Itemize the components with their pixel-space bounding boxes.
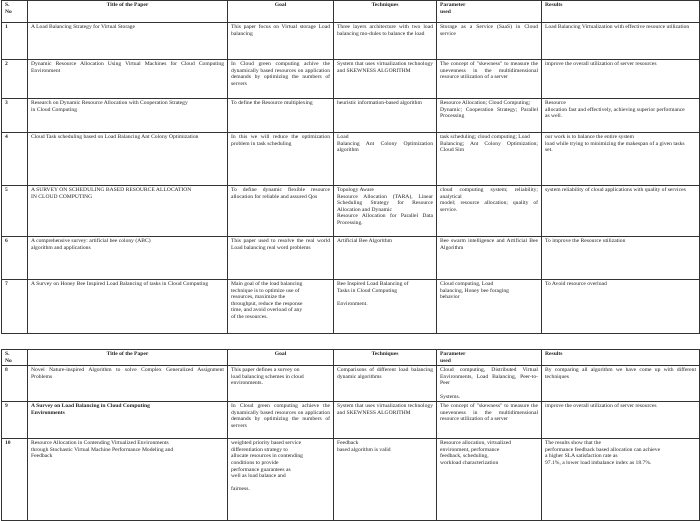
header-title: Title of the Paper	[28, 350, 228, 366]
cell-parameter: Storage as a Service (SaaS) in Cloud service	[437, 23, 542, 60]
cell-sno: 1	[2, 23, 28, 60]
header-parameter: Parameter used	[437, 350, 542, 366]
cell-sno: 10	[2, 439, 28, 521]
cell-title: A SURVEY ON SCHEDULING BASED RESOURCE ALLOCATION IN CLOUD COMPUTING	[28, 186, 228, 237]
cell-goal: To define the Resource multiplexing	[228, 99, 334, 133]
header-goal: Goal	[228, 1, 334, 23]
cell-results: system reliability of cloud applications with quality of services	[542, 186, 700, 237]
cell-sno: 7	[2, 280, 28, 334]
cell-goal: In this we will reduce the optimization problem in task scheduling	[228, 133, 334, 186]
cell-results: To Avoid resource overload	[542, 280, 700, 334]
cell-results: The results show that the performance feedback based allocation can achieve a higher SLA satisfaction rate as 97.1%, a lower load imbalance index as 18.7%.	[542, 439, 700, 521]
cell-results: improve the overall utilization of server resources	[542, 60, 700, 99]
cell-title: Novel Nature-inspired Algorithm to solve Complex Generalized Assignment Problems	[28, 366, 228, 402]
cell-results: Load Balancing Virtualization with effective resource utilization	[542, 23, 700, 60]
cell-title: Research on Dynamic Resource Allocation with Cooperation Strategy in Cloud Computing	[28, 99, 228, 133]
header-techniques: Techniques	[334, 350, 437, 366]
cell-goal: To define dynamic flexible resource allocation for reliable and assured Qos	[228, 186, 334, 237]
cell-parameter: The concept of "skewness" to measure the unevenness in the multidimensional resource utilization of a server	[437, 60, 542, 99]
header-results: Results	[542, 1, 700, 23]
table-row	[2, 186, 700, 237]
header-sno: S. No	[2, 1, 28, 23]
cell-parameter: Resource allocation, virtualized environment, performance feedback, scheduling, workload characterization	[437, 439, 542, 521]
cell-sno: 2	[2, 60, 28, 99]
header-goal: Goal	[228, 350, 334, 366]
cell-techniques: Feedback based algorithm is valid	[334, 439, 437, 521]
cell-title: Cloud Task scheduling based on Load Balancing Ant Colony Optimization	[28, 133, 228, 186]
table-row	[2, 60, 700, 99]
cell-techniques: heuristic information-based algorithm	[334, 99, 437, 133]
table-row	[2, 439, 700, 521]
cell-title: Resource Allocation in Contending Virtualized Environments through Stochastic Virtual Machine Performance Modeling and Feedback	[28, 439, 228, 521]
cell-sno: 9	[2, 402, 28, 439]
cell-title: A Survey on Load Balancing in Cloud Computing Environments	[28, 402, 228, 439]
header-techniques: Techniques	[334, 1, 437, 23]
cell-techniques: System that uses virtualization technology and SKEWNESS ALGORITHM	[334, 402, 437, 439]
cell-sno: 3	[2, 99, 28, 133]
cell-goal: In Cloud green computing achive the dynamically based resources on application demands by optimizing the numbers of servers	[228, 60, 334, 99]
table-row	[2, 99, 700, 133]
cell-results: improve the overall utilization of server resources	[542, 402, 700, 439]
cell-parameter: Resource Allocation; Cloud Computing; Dynamic; Cooperation Strategy; Parallel Processing	[437, 99, 542, 133]
cell-sno: 5	[2, 186, 28, 237]
cell-title: A comprehensive survey: artificial bee colony (ABC) algorithm and applications	[28, 237, 228, 280]
cell-parameter: cloud computing system; reliability; analytical model; resource allocation; quality of service.	[437, 186, 542, 237]
table-row	[2, 402, 700, 439]
cell-parameter: The concept of "skewness" to measure the unevenness in the multidimensional resource utilization of a server	[437, 402, 542, 439]
cell-sno: 8	[2, 366, 28, 402]
header-row	[2, 1, 700, 23]
cell-title: A Survey on Honey Bee Inspired Load Balancing of tasks in Cloud Computing	[28, 280, 228, 334]
table-row	[2, 133, 700, 186]
cell-goal: This paper used to resolve the real world Load balancing real word problems	[228, 237, 334, 280]
cell-techniques: Topology Aware Resource Allocation (TARA), Linear Scheduling Strategy for Resource Allocation and Dynamic Resource Allocation for Parallel Data Processing.	[334, 186, 437, 237]
cell-results: By comparing all algorithm we have come up with different techniques	[542, 366, 700, 402]
header-results: Results	[542, 350, 700, 366]
cell-techniques: System that uses virtualization technology and SKEWNESS ALGORITHM	[334, 60, 437, 99]
cell-techniques: Three layers architecture with two load balancing mo-dules to balance the load	[334, 23, 437, 60]
header-sno: S. No	[2, 350, 28, 366]
cell-results: Resource allocation fast and effectively, achieving superior performance as well.	[542, 99, 700, 133]
cell-title: A Load Balancing Strategy for Virtual Storage	[28, 23, 228, 60]
cell-techniques: Comparisons of different load balancing dynamic algorithms	[334, 366, 437, 402]
survey-table-1	[1, 0, 700, 334]
cell-title: Dynamic Resource Allocation Using Virtual Machines for Cloud Computing Environment	[28, 60, 228, 99]
cell-techniques: Load Balancing Ant Colony Optimization algorithm	[334, 133, 437, 186]
survey-table-2	[1, 349, 700, 521]
table-row	[2, 280, 700, 334]
cell-goal: Main goal of the load balancing technique is to optimize use of resources, maximize the throughput, reduce the response time, and avoid overload of any of the resources.	[228, 280, 334, 334]
cell-results: our work is to balance the entire system load while trying to minimizing the makespan of a given tasks set.	[542, 133, 700, 186]
cell-goal: This paper focus on Virtual storage Load balancing	[228, 23, 334, 60]
header-title: Title of the Paper	[28, 1, 228, 23]
header-parameter: Parameter used	[437, 1, 542, 23]
cell-techniques: Bee Inspired Load Balancing of Tasks in Cloud Computing Environment.	[334, 280, 437, 334]
cell-parameter: task scheduling; cloud computing; Load Balancing; Ant Colony Optimization; Cloud Sim	[437, 133, 542, 186]
cell-parameter: Cloud computing, Distributed Virtual Environments, Load Balancing, Peer-to-Peer Systems.	[437, 366, 542, 402]
cell-goal: In Cloud green computing achieve the dynamically based resources on application demands by optimizing the numbers of servers	[228, 402, 334, 439]
cell-goal: This paper defines a survey on load balancing schemes in cloud environments.	[228, 366, 334, 402]
cell-goal: weighted priority based service differentiation strategy to allocate resources in contending conditions to provide performance guarantees as well as load balance and fairness.	[228, 439, 334, 521]
cell-results: To improve the Resource utilization	[542, 237, 700, 280]
table-row	[2, 366, 700, 402]
cell-sno: 6	[2, 237, 28, 280]
header-row	[2, 350, 700, 366]
cell-parameter: Bee swarm intelligence and Artificial Bee Algorithm	[437, 237, 542, 280]
cell-sno: 4	[2, 133, 28, 186]
cell-techniques: Artificial Bee Algorithm	[334, 237, 437, 280]
table-row	[2, 23, 700, 60]
table-row	[2, 237, 700, 280]
cell-parameter: Cloud computing, Load balancing, Honey bee foraging behavior	[437, 280, 542, 334]
